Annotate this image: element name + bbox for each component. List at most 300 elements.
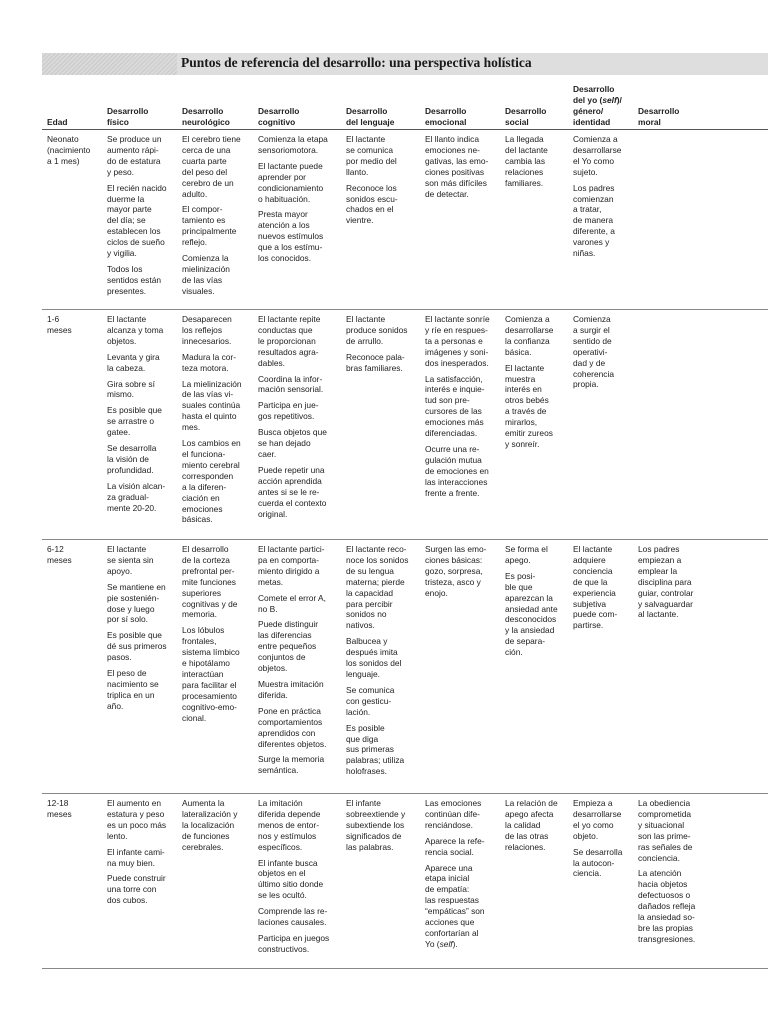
header-fisico bbox=[107, 106, 179, 128]
cell-line: El lactante partici- bbox=[258, 544, 325, 554]
cell-line: Los lóbulos bbox=[182, 625, 225, 636]
cell-line: y la ansiedad bbox=[505, 625, 555, 636]
cell-line: La visión alcan- bbox=[107, 480, 166, 491]
cell-line: el Yo como bbox=[573, 155, 614, 166]
cell-line: El lactante bbox=[346, 314, 386, 324]
cell-line: Comete el error A, bbox=[258, 592, 326, 603]
cell-fisico bbox=[107, 798, 179, 911]
cell-line: los reflejos bbox=[182, 324, 223, 335]
cell-line: los sonidos del bbox=[346, 658, 402, 669]
cell-line: original. bbox=[258, 508, 288, 519]
header-line: identidad bbox=[573, 117, 611, 128]
cell-line: del día; se bbox=[107, 215, 146, 226]
cell-line: Comprende las re- bbox=[258, 906, 328, 917]
cell-line: puede com- bbox=[573, 609, 618, 620]
cell-line: La llegada bbox=[505, 134, 544, 144]
cell-line: Se produce un bbox=[107, 134, 162, 144]
cell-line: conciencia. bbox=[638, 852, 680, 863]
header-lenguaje bbox=[346, 106, 423, 128]
cell-line: apego. bbox=[505, 554, 531, 565]
cell-line: Muestra imitación bbox=[258, 678, 324, 689]
cell-line: de su lengua bbox=[346, 565, 394, 576]
cell-line: meses bbox=[47, 324, 72, 335]
row-separator bbox=[42, 539, 768, 540]
cell-fisico bbox=[107, 134, 179, 302]
cell-line: del lactante bbox=[505, 144, 548, 155]
header-line: Desarrollo bbox=[182, 106, 224, 117]
cell-line: niñas. bbox=[573, 248, 596, 259]
cell-line: imágenes y soni- bbox=[425, 346, 489, 357]
cell-line: za gradual- bbox=[107, 491, 149, 502]
cell-line: El infante bbox=[346, 798, 381, 808]
cell-line: memoria. bbox=[182, 609, 217, 620]
cell-line: cognitivas y de bbox=[182, 598, 238, 609]
cell-line: Pone en práctica bbox=[258, 705, 321, 716]
cell-line: a surgir el bbox=[573, 324, 610, 335]
cell-line: Surge la memoria bbox=[258, 754, 325, 765]
header-social bbox=[505, 106, 571, 128]
cell-line: Empieza a bbox=[573, 798, 613, 808]
cell-line: Madura la cor- bbox=[182, 351, 236, 362]
cell-line: mite funciones bbox=[182, 576, 236, 587]
cell-line: guiar, controlar bbox=[638, 587, 694, 598]
cell-line: ras señales de bbox=[638, 841, 693, 852]
cell-line: Ocurre una re- bbox=[425, 443, 480, 454]
cell-line: operativi- bbox=[573, 346, 608, 357]
cell-line: partirse. bbox=[573, 620, 604, 631]
cell-yo bbox=[573, 544, 636, 636]
cell-line: presentes. bbox=[107, 285, 147, 296]
cell-line: básica. bbox=[505, 346, 532, 357]
cell-line: emitir zureos bbox=[505, 428, 553, 439]
cell-line: Las emociones bbox=[425, 798, 482, 808]
cell-line: corresponden bbox=[182, 470, 234, 481]
header-line: social bbox=[505, 117, 529, 128]
cell-line: conductas que bbox=[258, 324, 313, 335]
cell-line: y peso. bbox=[107, 166, 135, 177]
cell-line: de funciones bbox=[182, 830, 230, 841]
cell-line: de manera bbox=[573, 215, 614, 226]
cell-line: La mielinización bbox=[182, 378, 242, 389]
cell-line: sujeto. bbox=[573, 166, 598, 177]
header-line: Desarrollo bbox=[573, 84, 615, 95]
cell-line: palabras; utiliza bbox=[346, 755, 405, 766]
cell-line: meses bbox=[47, 554, 72, 565]
cell-line: renciándose. bbox=[425, 819, 473, 830]
cell-line: Los cambios en bbox=[182, 438, 241, 449]
cell-line: Puede distinguir bbox=[258, 619, 319, 630]
cell-line: noce los sonidos bbox=[346, 554, 409, 565]
header-line: Desarrollo bbox=[425, 106, 467, 117]
cell-line: objetos. bbox=[258, 663, 288, 674]
cell-line: La imitación bbox=[258, 798, 303, 808]
cell-line: Aumenta la bbox=[182, 798, 225, 808]
cell-line: subjetiva bbox=[573, 598, 607, 609]
cell-line: que diga bbox=[346, 733, 379, 744]
cell-line: dos cubos. bbox=[107, 895, 148, 906]
cell-line: acción aprendida bbox=[258, 475, 322, 486]
cell-line: suales continúa bbox=[182, 400, 241, 411]
header-emocional bbox=[425, 106, 503, 128]
cell-moral bbox=[638, 798, 708, 950]
cell-line: disciplina para bbox=[638, 576, 692, 587]
cell-line: último sitio donde bbox=[258, 879, 324, 890]
cell-line: enojo. bbox=[425, 587, 448, 598]
cell-line: por sí solo. bbox=[107, 614, 148, 625]
cell-line: diferida. bbox=[258, 689, 288, 700]
cell-line: profundidad. bbox=[107, 464, 154, 475]
cell-line: sistema límbico bbox=[182, 647, 240, 658]
cell-line: al lactante. bbox=[638, 609, 679, 620]
header-line: emocional bbox=[425, 117, 467, 128]
cell-line: El aumento en bbox=[107, 798, 162, 808]
cell-line: conjuntos de bbox=[258, 652, 306, 663]
cell-line: de que la bbox=[573, 576, 608, 587]
cell-line: y situacional bbox=[638, 819, 685, 830]
table-header bbox=[0, 76, 768, 128]
cell-line: lateralización y bbox=[182, 808, 238, 819]
cell-line: bre las propias bbox=[638, 922, 693, 933]
header-line: del yo (self)/ bbox=[573, 95, 622, 106]
cell-line: pa en comporta- bbox=[258, 554, 319, 565]
cell-line: ciones positivas bbox=[425, 166, 485, 177]
header-cognitivo bbox=[258, 106, 344, 128]
cell-line: Busca objetos que bbox=[258, 427, 327, 438]
cell-line: Se forma el bbox=[505, 544, 548, 554]
cell-social bbox=[505, 544, 571, 663]
cell-line: ción. bbox=[505, 647, 523, 658]
cell-line: do de estatura bbox=[107, 155, 161, 166]
cell-line: (nacimiento bbox=[47, 144, 91, 155]
cell-line: Desaparecen bbox=[182, 314, 232, 324]
cell-line: Comienza a bbox=[505, 314, 550, 324]
cell-line: adquiere bbox=[573, 554, 606, 565]
cell-neurologico bbox=[182, 314, 256, 530]
cell-line: semántica. bbox=[258, 765, 299, 776]
cell-line: alcanza y toma bbox=[107, 324, 164, 335]
cell-line: diferentes objetos. bbox=[258, 738, 327, 749]
cell-line: caer. bbox=[258, 448, 277, 459]
cell-line: gatee. bbox=[107, 427, 131, 438]
cell-line: relaciones bbox=[505, 166, 544, 177]
row-separator bbox=[42, 968, 768, 969]
cell-social bbox=[505, 134, 571, 194]
cell-line: subextiende los bbox=[346, 819, 405, 830]
banner-hatch bbox=[42, 53, 177, 75]
cell-line: y ríe en respues- bbox=[425, 324, 488, 335]
cell-line: establecen los bbox=[107, 226, 161, 237]
cell-line: dañados refleja bbox=[638, 901, 696, 912]
cell-line: de las vías bbox=[182, 274, 223, 285]
cell-line: Es posible que bbox=[107, 405, 162, 416]
cell-line: experiencia bbox=[573, 587, 616, 598]
cell-line: nos y estímulos bbox=[258, 830, 317, 841]
cell-line: Los padres bbox=[638, 544, 680, 554]
cell-line: e hipotálamo bbox=[182, 658, 230, 669]
cell-line: objetos. bbox=[107, 335, 137, 346]
cell-line: pie sostenién- bbox=[107, 592, 160, 603]
cell-line: transgresiones. bbox=[638, 933, 696, 944]
cell-line: miento dirigido a bbox=[258, 565, 320, 576]
cell-line: a tratar, bbox=[573, 204, 602, 215]
cell-edad bbox=[47, 544, 105, 571]
cell-line: aprender por bbox=[258, 171, 306, 182]
cell-line: antes si se le re- bbox=[258, 486, 320, 497]
cell-line: Yo (self). bbox=[425, 938, 458, 949]
cell-line: Es posible bbox=[346, 722, 385, 733]
cell-line: a 1 mes) bbox=[47, 155, 80, 166]
cell-line: dos inesperados. bbox=[425, 357, 489, 368]
cell-line: lento. bbox=[107, 830, 128, 841]
cell-line: la capacidad bbox=[346, 587, 394, 598]
cell-cognitivo bbox=[258, 798, 344, 960]
cell-line: ciencia. bbox=[573, 868, 602, 879]
cell-line: cerebrales. bbox=[182, 841, 224, 852]
cell-line: vientre. bbox=[346, 215, 374, 226]
cell-line: mación sensorial. bbox=[258, 384, 324, 395]
cell-line: El peso de bbox=[107, 668, 147, 679]
cell-line: sensoriomotora. bbox=[258, 144, 319, 155]
cell-line: nuevos estímulos bbox=[258, 231, 324, 242]
cell-line: de emociones en bbox=[425, 465, 489, 476]
cell-line: meses bbox=[47, 808, 72, 819]
cell-line: Reconoce los bbox=[346, 182, 397, 193]
cell-line: Surgen las emo- bbox=[425, 544, 487, 554]
cell-line: conciencia bbox=[573, 565, 613, 576]
cell-line: coherencia bbox=[573, 368, 614, 379]
cell-line: son las prime- bbox=[638, 830, 691, 841]
cell-line: Neonato bbox=[47, 134, 79, 144]
cell-line: sentidos están bbox=[107, 274, 162, 285]
cell-line: nativos. bbox=[346, 620, 375, 631]
cell-line: desarrollarse bbox=[573, 808, 622, 819]
cell-line: produce sonidos bbox=[346, 324, 408, 335]
cell-line: mente 20-20. bbox=[107, 502, 157, 513]
cell-line: bras familiares. bbox=[346, 362, 403, 373]
cell-line: interés en bbox=[505, 384, 542, 395]
cell-line: es un poco más bbox=[107, 819, 167, 830]
cell-line: aumento rápi- bbox=[107, 144, 159, 155]
cell-line: triplica en un bbox=[107, 689, 155, 700]
cell-line: para percibir bbox=[346, 598, 393, 609]
cell-line: chados en el bbox=[346, 204, 394, 215]
cell-line: La obediencia bbox=[638, 798, 691, 808]
cell-line: cognitivo-emo- bbox=[182, 701, 237, 712]
cell-line: pasos. bbox=[107, 652, 132, 663]
cell-line: para facilitar el bbox=[182, 679, 237, 690]
cell-line: mismo. bbox=[107, 389, 134, 400]
cell-line: se han dejado bbox=[258, 438, 311, 449]
cell-line: cional. bbox=[182, 712, 207, 723]
cell-line: 12-18 bbox=[47, 798, 69, 808]
cell-line: apego afecta bbox=[505, 808, 554, 819]
cell-line: El lactante repite bbox=[258, 314, 321, 324]
row-separator bbox=[42, 309, 768, 310]
cell-line: comprometida bbox=[638, 808, 692, 819]
cell-line: las respuestas bbox=[425, 895, 479, 906]
cell-line: Presta mayor bbox=[258, 209, 308, 220]
cell-line: frontales, bbox=[182, 636, 217, 647]
cell-line: 6-12 bbox=[47, 544, 64, 554]
cell-line: Se desarrolla bbox=[573, 846, 623, 857]
cell-line: teza motora. bbox=[182, 362, 229, 373]
cell-line: dables. bbox=[258, 357, 286, 368]
header-line: Desarrollo bbox=[258, 106, 300, 117]
cell-line: atención a los bbox=[258, 220, 310, 231]
cell-line: y salvaguardar bbox=[638, 598, 693, 609]
cell-line: confortarían al bbox=[425, 927, 479, 938]
cell-line: El compor- bbox=[182, 204, 223, 215]
cell-line: El cerebro tiene bbox=[182, 134, 241, 144]
header-line: género/ bbox=[573, 106, 604, 117]
cell-line: cuarta parte bbox=[182, 155, 227, 166]
cell-line: mielinización bbox=[182, 263, 230, 274]
cell-line: ansiedad ante bbox=[505, 603, 558, 614]
cell-line: duerme la bbox=[107, 193, 145, 204]
cell-lenguaje bbox=[346, 544, 423, 782]
cell-line: diferenciadas. bbox=[425, 428, 478, 439]
header-rule bbox=[42, 129, 768, 130]
cell-line: de las otras bbox=[505, 830, 549, 841]
cell-line: constructivos. bbox=[258, 943, 310, 954]
cell-line: ciclos de sueño bbox=[107, 237, 165, 248]
cell-line: nacimiento se bbox=[107, 678, 159, 689]
cell-line: innecesarios. bbox=[182, 335, 232, 346]
cell-line: dad y de bbox=[573, 357, 606, 368]
cell-line: hasta el quinto bbox=[182, 411, 237, 422]
header-line: del lenguaje bbox=[346, 117, 395, 128]
cell-line: etapa inicial bbox=[425, 873, 470, 884]
header-line: Edad bbox=[47, 117, 68, 128]
cell-line: hacia objetos bbox=[638, 879, 688, 890]
cell-line: muestra bbox=[505, 373, 536, 384]
cell-line: mirarlos, bbox=[505, 417, 538, 428]
cell-line: cursores de las bbox=[425, 406, 482, 417]
cell-line: objeto. bbox=[573, 830, 599, 841]
cell-line: Comienza bbox=[573, 314, 611, 324]
cell-fisico bbox=[107, 544, 179, 717]
cell-line: dose y luego bbox=[107, 603, 155, 614]
cell-line: básicas. bbox=[182, 514, 213, 525]
cell-line: Comienza a bbox=[573, 134, 618, 144]
cell-line: condicionamiento bbox=[258, 182, 324, 193]
cell-line: llanto. bbox=[346, 166, 369, 177]
cell-lenguaje bbox=[346, 314, 423, 379]
cell-line: Es posible que bbox=[107, 630, 162, 641]
cell-line: Se comunica bbox=[346, 684, 395, 695]
cell-line: El lactante puede bbox=[258, 160, 323, 171]
cell-line: del peso del bbox=[182, 166, 228, 177]
cell-line: Gira sobre sí bbox=[107, 378, 155, 389]
cell-line: acciones que bbox=[425, 917, 475, 928]
cell-line: los conocidos. bbox=[258, 253, 312, 264]
cell-line: Puede construir bbox=[107, 873, 166, 884]
cell-line: emociones bbox=[182, 503, 223, 514]
cell-line: miento cerebral bbox=[182, 459, 240, 470]
cell-line: Puede repetir una bbox=[258, 464, 325, 475]
cell-line: de las vías vi- bbox=[182, 389, 234, 400]
header-line: Desarrollo bbox=[107, 106, 149, 117]
cell-line: cuerda el contexto bbox=[258, 497, 327, 508]
cell-line: El infante busca bbox=[258, 857, 318, 868]
cell-line: y vigilia. bbox=[107, 248, 137, 259]
cell-line: la calidad bbox=[505, 819, 541, 830]
cell-line: holofrases. bbox=[346, 766, 387, 777]
cell-line: Balbucea y bbox=[346, 636, 388, 647]
cell-line: procesamiento bbox=[182, 690, 237, 701]
header-line: cognitivo bbox=[258, 117, 296, 128]
cell-emocional bbox=[425, 314, 503, 504]
cell-line: La relación de bbox=[505, 798, 558, 808]
cell-line: diferente, a bbox=[573, 226, 615, 237]
cell-line: dé sus primeros bbox=[107, 641, 167, 652]
cell-edad bbox=[47, 314, 105, 341]
cell-yo bbox=[573, 314, 636, 395]
cell-line: Todos los bbox=[107, 263, 143, 274]
cell-line: apoyo. bbox=[107, 565, 133, 576]
cell-fisico bbox=[107, 314, 179, 519]
cell-emocional bbox=[425, 798, 503, 955]
cell-line: que a los estímu- bbox=[258, 242, 323, 253]
cell-line: visuales. bbox=[182, 285, 215, 296]
cell-line: después imita bbox=[346, 647, 398, 658]
cell-line: gos repetitivos. bbox=[258, 411, 315, 422]
cell-moral bbox=[638, 544, 708, 625]
cell-cognitivo bbox=[258, 134, 344, 269]
header-line: neurológico bbox=[182, 117, 230, 128]
cell-line: resultados agra- bbox=[258, 346, 319, 357]
cell-social bbox=[505, 798, 571, 858]
cell-line: Reconoce pala- bbox=[346, 351, 405, 362]
cell-line: gativas, las emo- bbox=[425, 155, 489, 166]
cell-line: propia. bbox=[573, 379, 599, 390]
cell-line: prefrontal per- bbox=[182, 565, 235, 576]
cell-line: entre pequeños bbox=[258, 641, 317, 652]
cell-line: reflejo. bbox=[182, 237, 208, 248]
cell-line: lación. bbox=[346, 706, 371, 717]
cell-line: se comunica bbox=[346, 144, 394, 155]
cell-line: Coordina la infor- bbox=[258, 373, 323, 384]
cell-edad bbox=[47, 134, 105, 172]
cell-line: Se desarrolla bbox=[107, 443, 157, 454]
cell-line: El lactante bbox=[505, 362, 545, 373]
header-edad bbox=[47, 117, 105, 128]
cell-line: otros bebés bbox=[505, 395, 549, 406]
cell-cognitivo bbox=[258, 314, 344, 524]
cell-neurologico bbox=[182, 544, 256, 729]
cell-social bbox=[505, 314, 571, 455]
cell-line: principalmente bbox=[182, 226, 237, 237]
cell-line: El infante cami- bbox=[107, 846, 165, 857]
cell-line: se sienta sin bbox=[107, 554, 154, 565]
cell-line: aparezcan la bbox=[505, 592, 553, 603]
cell-line: metas. bbox=[258, 576, 284, 587]
row-separator bbox=[42, 793, 768, 794]
cell-line: objetos en el bbox=[258, 868, 306, 879]
cell-line: El lactante sonríe bbox=[425, 314, 490, 324]
cell-line: desarrollarse bbox=[573, 144, 622, 155]
cell-line: laciones causales. bbox=[258, 917, 327, 928]
cell-line: de empatía: bbox=[425, 884, 470, 895]
cell-line: significados de bbox=[346, 830, 402, 841]
cell-line: comienzan bbox=[573, 193, 614, 204]
cell-line: aprendidos con bbox=[258, 727, 316, 738]
cell-line: año. bbox=[107, 700, 124, 711]
cell-line: lenguaje. bbox=[346, 668, 380, 679]
cell-line: la autocon- bbox=[573, 857, 615, 868]
cell-line: cambia las bbox=[505, 155, 546, 166]
cell-line: cerebro de un bbox=[182, 177, 234, 188]
